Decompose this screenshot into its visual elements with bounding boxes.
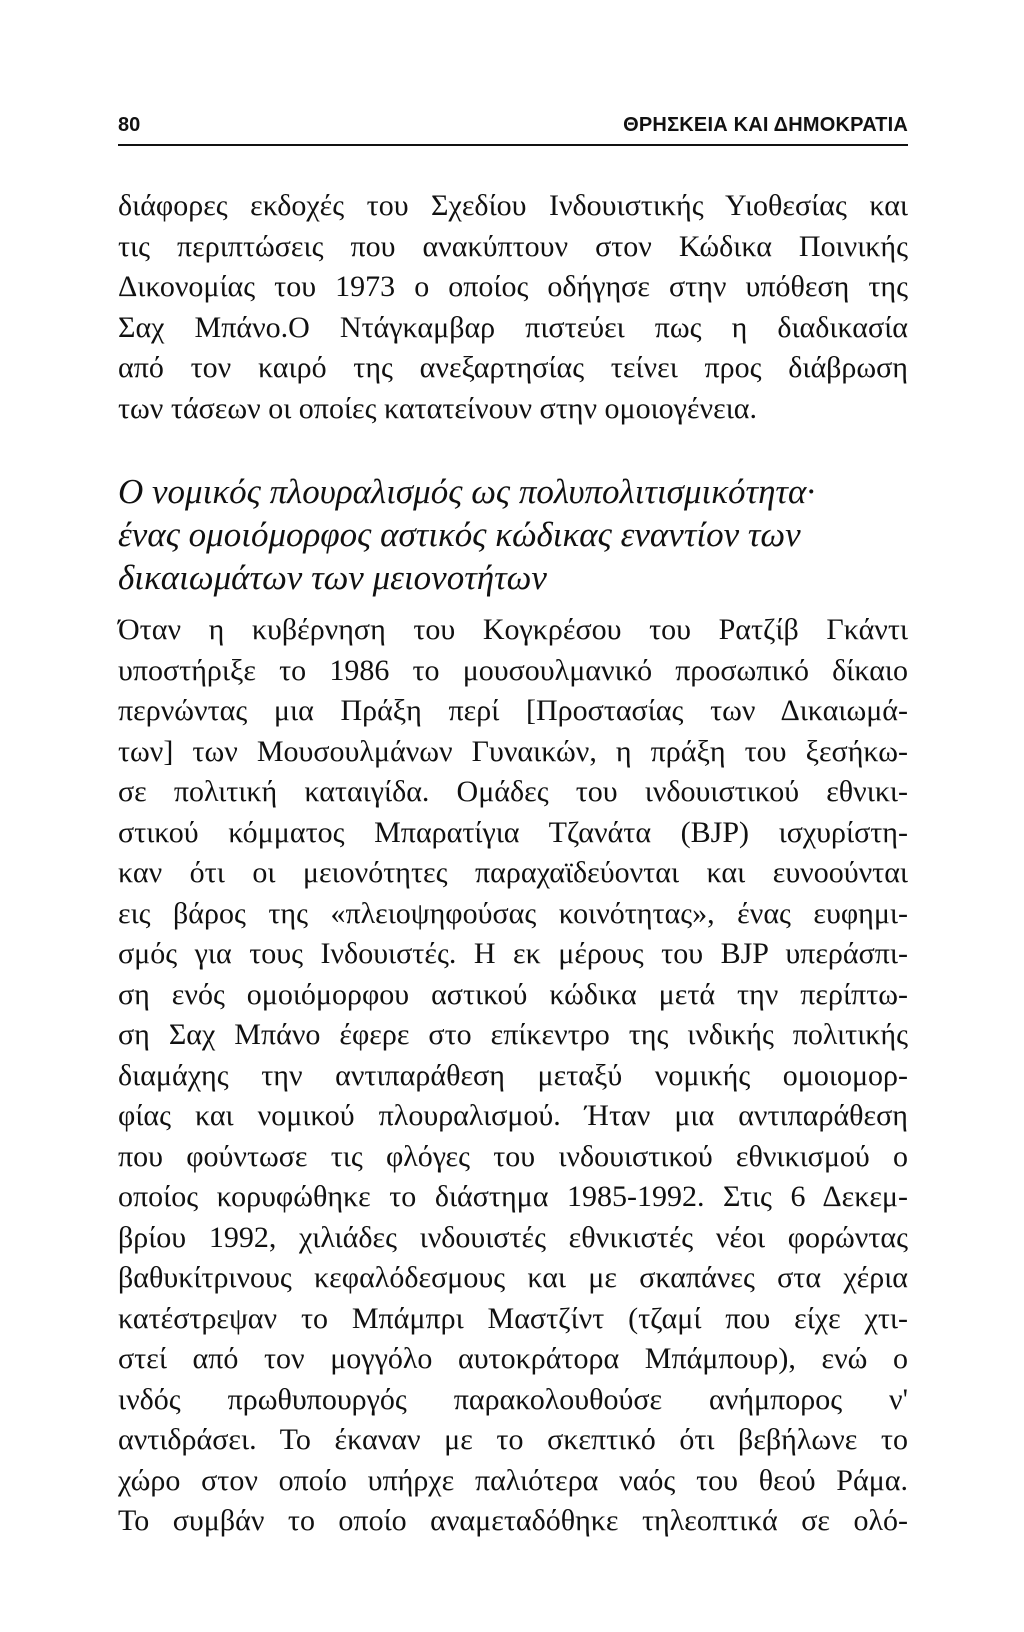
- text-line: στεί από τον μογγόλο αυτοκράτορα Μπάμπουρ), ενώ ο: [118, 1342, 908, 1375]
- text-line: Σαχ Μπάνο.Ο Ντάγκαμβαρ πιστεύει πως η διαδικασία: [118, 310, 908, 344]
- text-line: ινδός πρωθυπουργός παρακολουθούσε ανήμπορος ν': [118, 1382, 908, 1416]
- heading-line: δικαιωμάτων των μειονοτήτων: [118, 558, 547, 597]
- text-line: ση Σαχ Μπάνο έφερε στο επίκεντρο της ινδικής πολιτικής: [118, 1018, 908, 1051]
- text-line: διαμάχης την αντιπαράθεση μεταξύ νομικής ομοιομορ-: [118, 1058, 908, 1092]
- text-line: εις βάρος της «πλειοψηφούσας κοινότητας», ένας ευφημι-: [118, 896, 908, 930]
- text-line: υποστήριξε το 1986 το μουσουλμανικό προσωπικό δίκαιο: [118, 653, 908, 687]
- heading-line: Ο νομικός πλουραλισμός ως πολυπολιτισμικότητα·: [118, 472, 816, 511]
- section-heading: [118, 470, 908, 599]
- body-paragraph: [118, 610, 908, 1542]
- text-line: στικού κόμματος Μπαρατίγια Τζανάτα (BJP) ισχυρίστη-: [118, 815, 908, 849]
- text-line: των τάσεων οι οποίες κατατείνουν στην ομοιογένεια.: [118, 391, 757, 425]
- text-line: τις περιπτώσεις που ανακύπτουν στον Κώδικα Ποινικής: [118, 229, 908, 263]
- text-line: οποίος κορυφώθηκε το διάστημα 1985-1992. Στις 6 Δεκεμ-: [118, 1180, 908, 1213]
- text-line: Δικονομίας του 1973 ο οποίος οδήγησε στην υπόθεση της: [118, 270, 908, 303]
- text-line: σμός για τους Ινδουιστές. Η εκ μέρους του BJP υπεράσπι-: [118, 937, 908, 970]
- text-line: κατέστρεψαν το Μπάμπρι Μαστζίντ (τζαμί που είχε χτι-: [118, 1301, 908, 1335]
- text-line: χώρο στον οποίο υπήρχε παλιότερα ναός του θεού Ράμα.: [118, 1463, 908, 1497]
- text-line: καν ότι οι μειονότητες παραχαϊδεύονται και ευνοούνται: [118, 856, 908, 889]
- text-line: από τον καιρό της ανεξαρτησίας τείνει προς διάβρωση: [118, 351, 908, 384]
- text-line: ση ενός ομοιόμορφου αστικού κώδικα μετά την περίπτω-: [118, 977, 908, 1011]
- text-line: σε πολιτική καταιγίδα. Ομάδες του ινδουιστικού εθνικι-: [118, 775, 908, 808]
- text-line: που φούντωσε τις φλόγες του ινδουιστικού εθνικισμού ο: [118, 1139, 908, 1173]
- page-number: 80: [118, 114, 141, 136]
- running-header: [118, 108, 908, 146]
- text-line: των] των Μουσουλμάνων Γυναικών, η πράξη του ξεσήκω-: [118, 734, 908, 768]
- text-line: Το συμβάν το οποίο αναμεταδόθηκε τηλεοπτικά σε ολό-: [118, 1504, 908, 1537]
- text-line: περνώντας μια Πράξη περί [Προστασίας των Δικαιωμά-: [118, 694, 908, 727]
- text-line: Όταν η κυβέρνηση του Κογκρέσου του Ρατζίβ Γκάντι: [118, 613, 908, 646]
- text-line: αντιδράσει. Το έκαναν με το σκεπτικό ότι βεβήλωνε το: [118, 1423, 908, 1456]
- paragraph-continued: [118, 186, 908, 429]
- running-title: ΘΡΗΣΚΕΙΑ ΚΑΙ ΔΗΜΟΚΡΑΤΙΑ: [623, 114, 908, 136]
- text-line: φίας και νομικού πλουραλισμού. Ήταν μια αντιπαράθεση: [118, 1099, 908, 1132]
- text-line: βρίου 1992, χιλιάδες ινδουιστές εθνικιστές νέοι φορώντας: [118, 1220, 908, 1254]
- text-line: βαθυκίτρινους κεφαλόδεσμους και με σκαπάνες στα χέρια: [118, 1261, 908, 1294]
- text-line: διάφορες εκδοχές του Σχεδίου Ινδουιστικής Υιοθεσίας και: [118, 189, 908, 222]
- heading-line: ένας ομοιόμορφος αστικός κώδικας εναντίον των: [118, 515, 801, 554]
